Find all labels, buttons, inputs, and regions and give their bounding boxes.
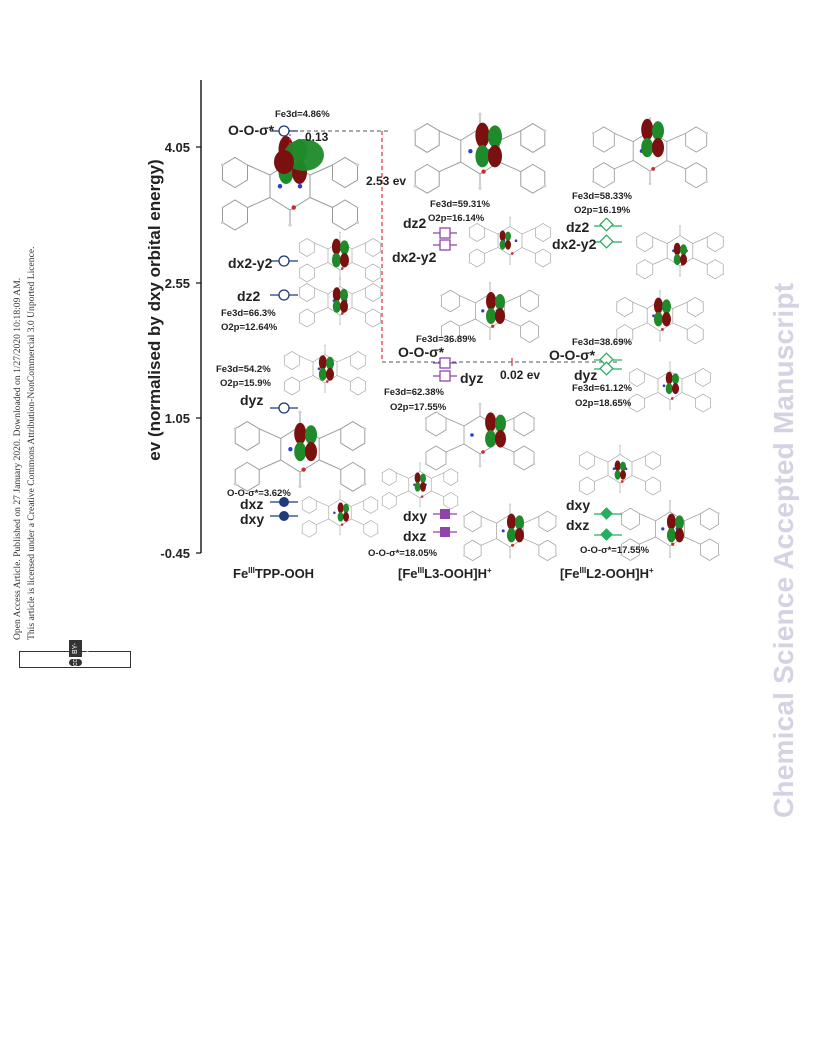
l2-dx2y2-level [594,235,622,248]
l3-dxz-level [433,527,457,537]
l2-top-o-label: O2p=16.19% [574,205,631,216]
l3-dz2-level [433,228,457,238]
y-axis-label: ev (normalised by dxy orbital energy) [145,159,164,461]
tpp-dxy-label: dxy [240,511,265,527]
l2-dxy-level [594,507,622,520]
license-notice[interactable]: This article is licensed under a Creative Commons Attribution-NonCommercial 3.0 Unported Licence. [26,246,37,640]
l2-level-markers [594,218,622,541]
tpp-oos-label: O-O-σ* [228,122,275,138]
tpp-dyz-fe-label: Fe3d=54.2% [216,364,271,375]
by-nc-label: BY-NC [69,640,82,657]
l3-bottom-oos-label: O-O-σ*=18.05% [368,548,438,559]
column-title-tpp: $Fe^{III}TPP$-OOH [233,566,315,581]
tpp-dxz-label: dxz [240,496,264,512]
y-axis [145,80,201,561]
tpp-dz2-label: dz2 [237,288,261,304]
l3-dxz-label: dxz [403,528,427,544]
gap-tiny-label: 0.02 ev [500,368,541,382]
l3-dxy-label: dxy [403,508,428,524]
y-tick-label: 4.05 [164,140,190,155]
l3-dyz-level [433,371,457,381]
l2-dxz-level [594,528,622,541]
y-tick-label: 1.05 [164,411,190,426]
l3-low-fe-label: Fe3d=62.38% [384,387,444,398]
y-tick-label: -0.45 [160,546,190,561]
l2-dyz-label: dyz [574,367,598,383]
l3-oos-label: O-O-σ* [398,344,445,360]
tpp-dx2y2-level [270,256,298,266]
l3-low-o-label: O2p=17.55% [390,402,447,413]
tpp-dxz-oos-label: O-O-σ*=3.62% [227,488,291,499]
gap-small-label: 0.13 [305,130,329,144]
accepted-manuscript-watermark: Chemical Science Accepted Manuscript [768,282,799,818]
l3-level-markers [433,228,457,537]
tpp-dz2-level [270,290,298,300]
l3-mid-fe-label: Fe3d=36.89% [416,334,476,345]
l3-top-fe-label: Fe3d=59.31% [430,199,490,210]
tpp-dyz-label: dyz [240,392,264,408]
tpp-dyz-level [270,403,298,413]
tpp-dz2-fe-label: Fe3d=66.3% [221,308,276,319]
l3-dx2y2-label: dx2-y2 [392,249,437,265]
l2-bottom-oos-label: O-O-σ*=17.55% [580,545,650,556]
open-access-notice: Open Access Article. Published on 27 January 2020. Downloaded on 1/27/2020 10:18:09 AM. [12,277,23,640]
tpp-oos-level [270,126,298,136]
y-tick-label: 2.55 [164,276,190,291]
gap-large-label: 2.53 ev [366,174,407,188]
l2-low-o-label: O2p=18.65% [575,398,632,409]
l3-dz2-label: dz2 [403,215,427,231]
tpp-dyz-o-label: O2p=15.9% [220,378,271,389]
l3-top-o-label: O2p=16.14% [428,213,485,224]
tpp-oos-fe-label: Fe3d=4.86% [275,109,330,120]
l2-dz2-level [594,218,622,231]
l2-low-fe-label: Fe3d=61.12% [572,383,632,394]
tpp-dxy-level [270,511,298,521]
l2-dxy-label: dxy [566,497,591,513]
tpp-dz2-o-label: O2p=12.64% [221,322,278,333]
l3-dyz-label: dyz [460,370,484,386]
l2-oos-label: O-O-σ* [549,347,596,363]
l2-dx2y2-label: dx2-y2 [552,236,597,252]
l2-mid-fe-label: Fe3d=38.69% [572,337,632,348]
tpp-dx2y2-label: dx2-y2 [228,255,273,271]
l2-dz2-label: dz2 [566,219,590,235]
l2-dyz-level [594,362,622,375]
l2-top-fe-label: Fe3d=58.33% [572,191,632,202]
cc-icon: cc [69,659,82,666]
column-title-l2: $[Fe^{III}L2-OOH]H^+$ [560,566,654,581]
column-title-l3: $[Fe^{III}L3-OOH]H^+$ [398,566,492,581]
l3-dx2y2-level [433,240,457,250]
l2-dxz-label: dxz [566,517,590,533]
l3-dxy-level [433,509,457,519]
